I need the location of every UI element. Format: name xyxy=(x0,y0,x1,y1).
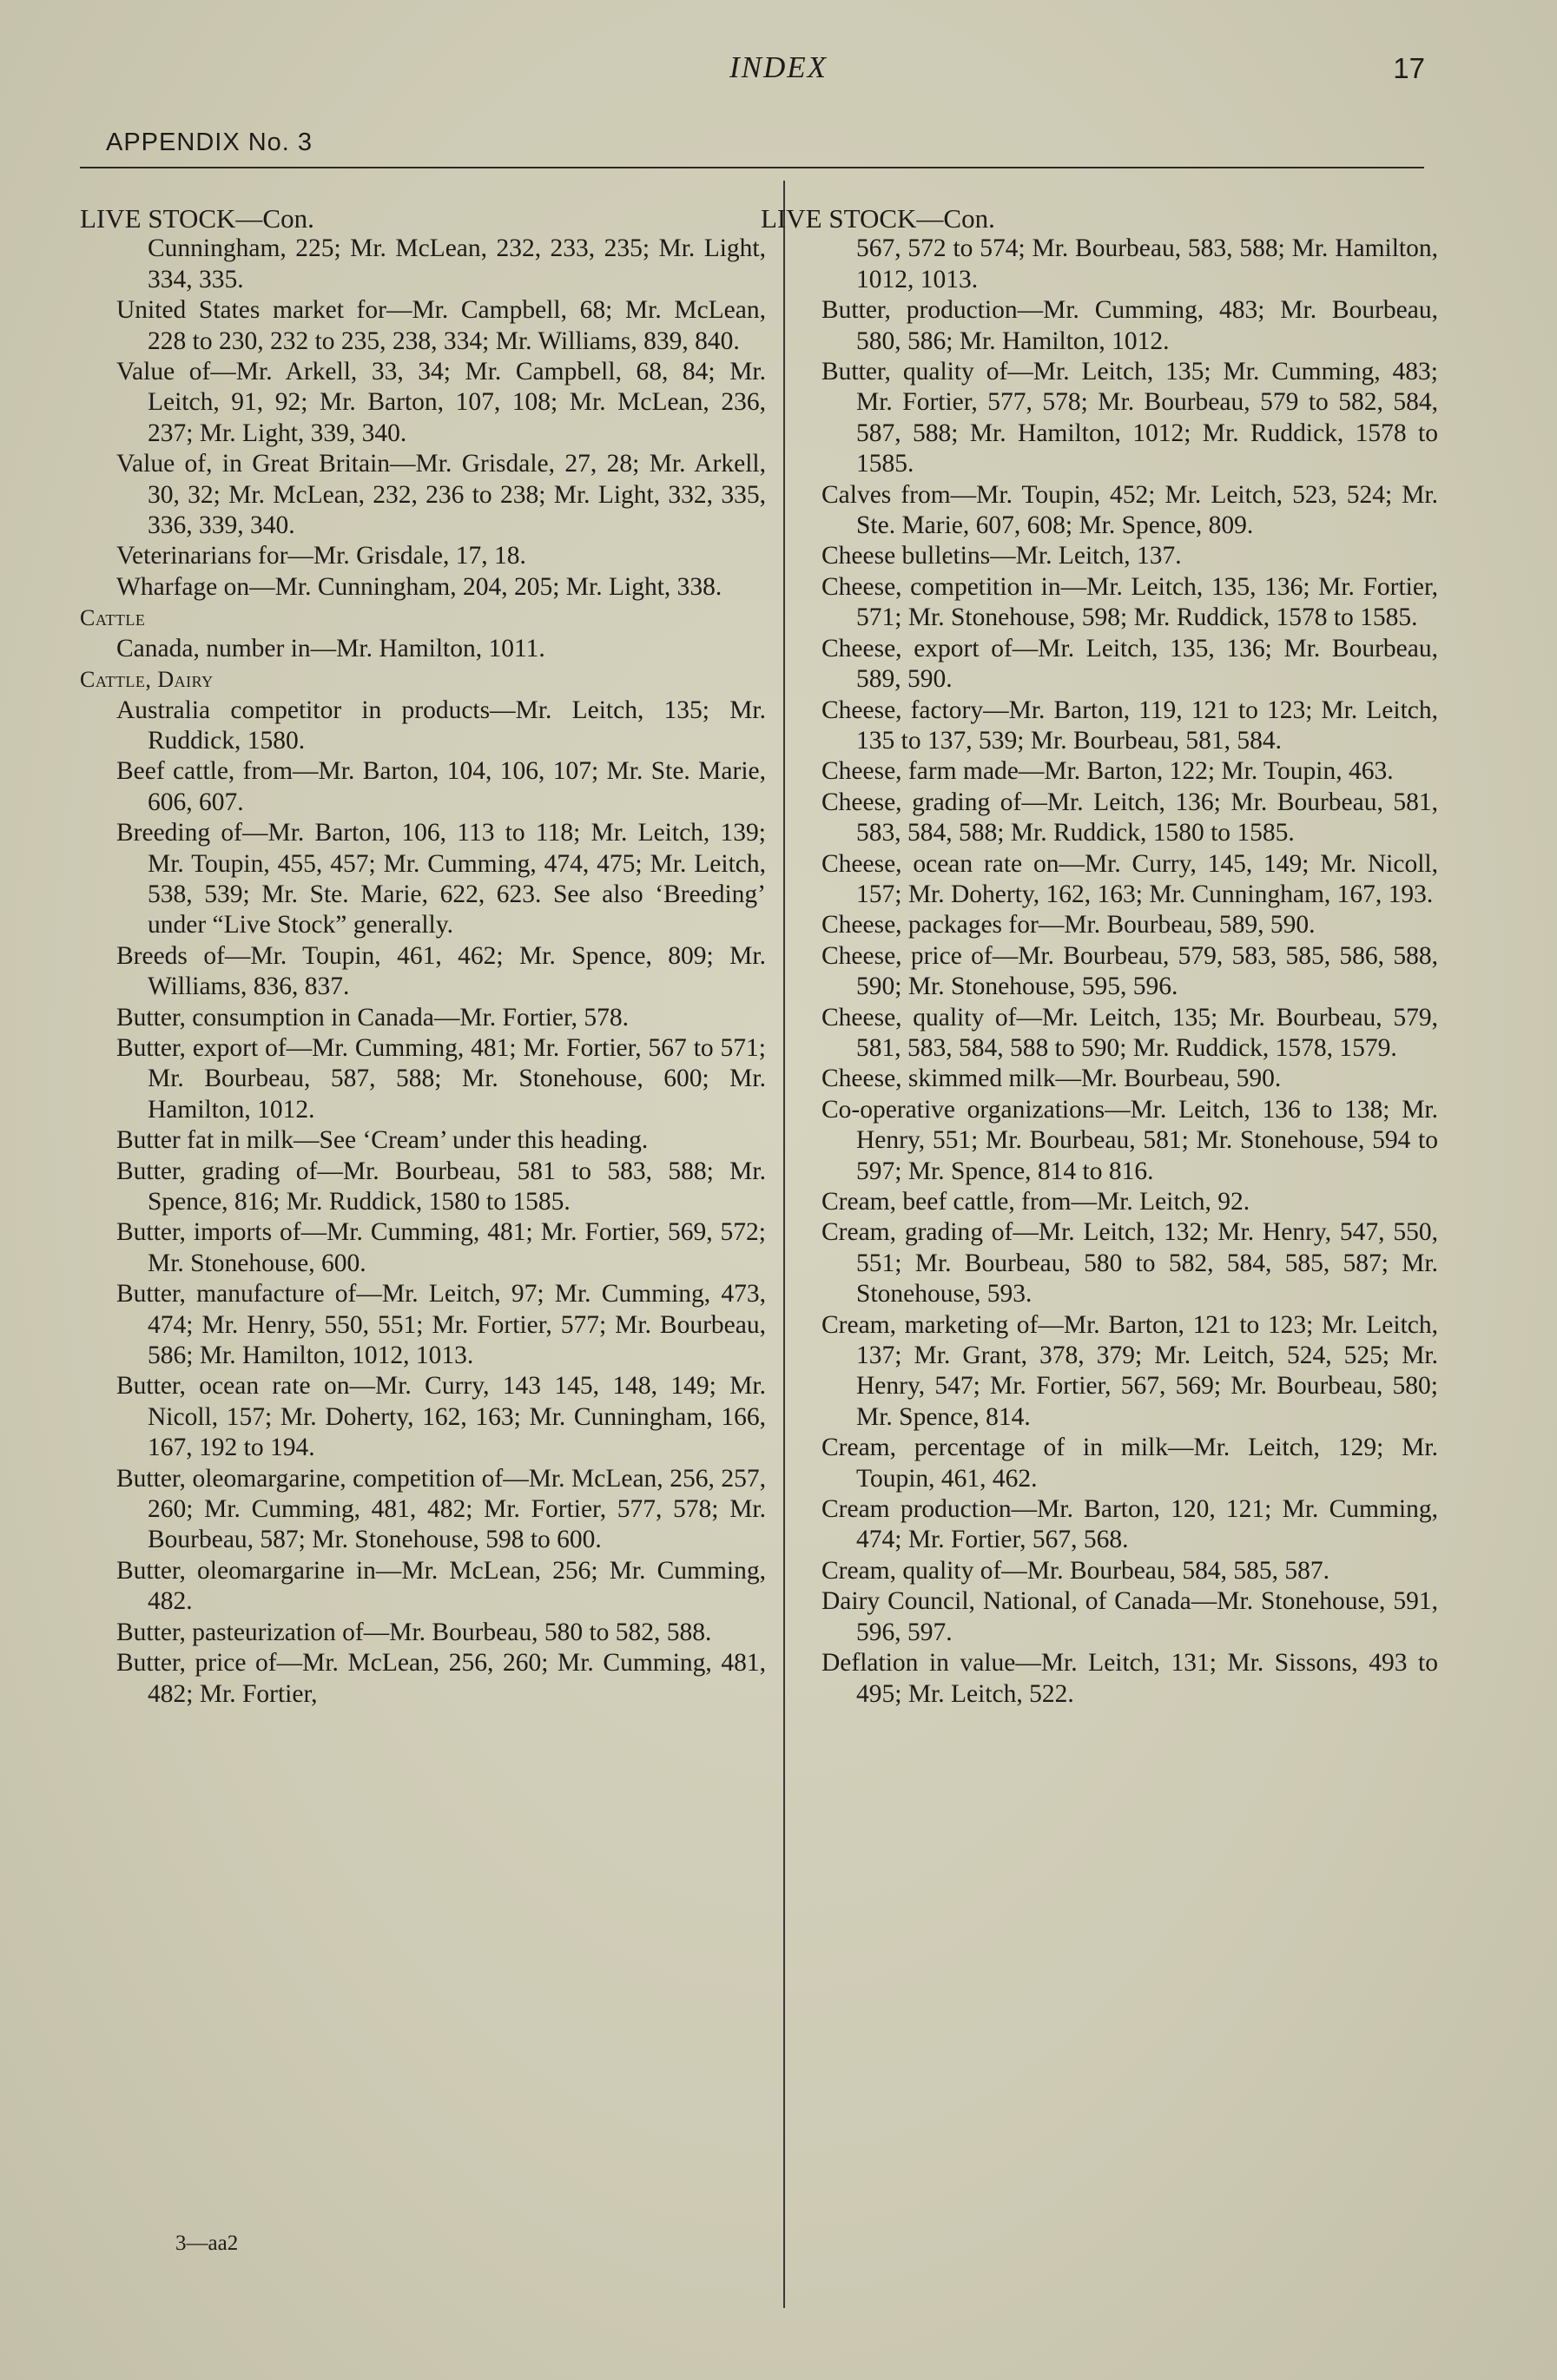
right-column xyxy=(761,203,1438,1710)
index-entry: Breeds of—Mr. Toupin, 461, 462; Mr. Spence, 809; Mr. Williams, 836, 837. xyxy=(116,941,766,1001)
index-entry: Butter, ocean rate on—Mr. Curry, 143 145, 148, 149; Mr. Nicoll, 157; Mr. Doherty, 162, 163; Mr. Cunningham, 166, 167, 192 to 194. xyxy=(116,1372,766,1462)
index-entry: Butter, price of—Mr. McLean, 256, 260; Mr. Cumming, 481, 482; Mr. Fortier, xyxy=(116,1649,766,1708)
appendix-label: APPENDIX No. 3 xyxy=(106,129,313,156)
index-entry: Cheese, packages for—Mr. Bourbeau, 589, 590. xyxy=(821,911,1316,939)
subsection-heading-cattle: Cattle xyxy=(80,605,146,631)
index-entry: Canada, number in—Mr. Hamilton, 1011. xyxy=(116,634,545,663)
index-entry: Butter, grading of—Mr. Bourbeau, 581 to 583, 588; Mr. Spence, 816; Mr. Ruddick, 1580 to 1585. xyxy=(116,1157,766,1216)
index-entry: Breeding of—Mr. Barton, 106, 113 to 118; Mr. Leitch, 139; Mr. Toupin, 455, 457; Mr. Cumming, 474, 475; Mr. Leitch, 538, 539; Mr. Ste. Marie, 622, 623. See also ‘Breeding’ under “Live Stock” generally. xyxy=(116,819,766,939)
index-entry: Butter, oleomargarine, competition of—Mr. McLean, 256, 257, 260; Mr. Cumming, 481, 482; Mr. Fortier, 577, 578; Mr. Bourbeau, 587; Mr. Stonehouse, 598 to 600. xyxy=(116,1464,766,1554)
page-number: 17 xyxy=(1393,52,1425,84)
subsection-heading-dairy: Cattle, Dairy xyxy=(80,667,214,693)
page-title: INDEX xyxy=(729,50,828,84)
index-entry: Cheese, farm made—Mr. Barton, 122; Mr. Toupin, 463. xyxy=(821,757,1394,786)
index-entry: Veterinarians for—Mr. Grisdale, 17, 18. xyxy=(116,542,526,570)
index-entry: Calves from—Mr. Toupin, 452; Mr. Leitch, 523, 524; Mr. Ste. Marie, 607, 608; Mr. Spence, 809. xyxy=(821,480,1438,540)
index-entry: Cheese, skimmed milk—Mr. Bourbeau, 590. xyxy=(821,1065,1282,1093)
entry-list xyxy=(761,295,1438,1710)
index-entry: Co-operative organizations—Mr. Leitch, 136 to 138; Mr. Henry, 551; Mr. Bourbeau, 581; Mr. Stonehouse, 594 to 597; Mr. Spence, 814 to 816. xyxy=(821,1095,1438,1185)
continuation-text: Cunningham, 225; Mr. McLean, 232, 233, 235; Mr. Light, 334, 335. xyxy=(148,234,766,293)
index-entry: Butter fat in milk—See ‘Cream’ under this heading. xyxy=(116,1126,649,1155)
index-entry: Cheese, factory—Mr. Barton, 119, 121 to 123; Mr. Leitch, 135 to 137, 539; Mr. Bourbeau, 581, 584. xyxy=(821,696,1438,755)
index-entry: Cream, percentage of in milk—Mr. Leitch, 129; Mr. Toupin, 461, 462. xyxy=(821,1434,1438,1493)
index-entry: Butter, oleomargarine in—Mr. McLean, 256; Mr. Cumming, 482. xyxy=(116,1556,766,1616)
index-entry: Cheese, ocean rate on—Mr. Curry, 145, 149; Mr. Nicoll, 157; Mr. Doherty, 162, 163; Mr. Cunningham, 167, 193. xyxy=(821,849,1438,908)
entry-list xyxy=(80,295,766,603)
index-entry: Cheese, export of—Mr. Leitch, 135, 136; Mr. Bourbeau, 589, 590. xyxy=(821,634,1438,694)
left-column xyxy=(80,203,766,1710)
index-entry: Cheese bulletins—Mr. Leitch, 137. xyxy=(821,542,1182,570)
index-entry: United States market for—Mr. Campbell, 68; Mr. McLean, 228 to 230, 232 to 235, 238, 334; Mr. Williams, 839, 840. xyxy=(116,296,766,355)
index-entry: Cream, grading of—Mr. Leitch, 132; Mr. Henry, 547, 550, 551; Mr. Bourbeau, 580 to 582, 584, 585, 587; Mr. Stonehouse, 593. xyxy=(821,1218,1438,1309)
index-entry: Butter, manufacture of—Mr. Leitch, 97; Mr. Cumming, 473, 474; Mr. Henry, 550, 551; Mr. Fortier, 577; Mr. Bourbeau, 586; Mr. Hamilton, 1012, 1013. xyxy=(116,1280,766,1370)
index-entry: Cream, marketing of—Mr. Barton, 121 to 123; Mr. Leitch, 137; Mr. Grant, 378, 379; Mr. Leitch, 524, 525; Mr. Henry, 547; Mr. Fortier, 567, 569; Mr. Bourbeau, 580; Mr. Spence, 814. xyxy=(821,1310,1438,1431)
index-entry: Cream, beef cattle, from—Mr. Leitch, 92. xyxy=(821,1188,1250,1216)
index-entry: Dairy Council, National, of Canada—Mr. Stonehouse, 591, 596, 597. xyxy=(821,1587,1438,1646)
index-entry: Butter, production—Mr. Cumming, 483; Mr. Bourbeau, 580, 586; Mr. Hamilton, 1012. xyxy=(821,296,1438,355)
entry-list xyxy=(80,634,766,664)
entry-list xyxy=(80,696,766,1710)
index-entry: Value of—Mr. Arkell, 33, 34; Mr. Campbell, 68, 84; Mr. Leitch, 91, 92; Mr. Barton, 107, 108; Mr. McLean, 236, 237; Mr. Light, 339, 340. xyxy=(116,358,766,447)
index-entry: Butter, export of—Mr. Cumming, 481; Mr. Fortier, 567 to 571; Mr. Bourbeau, 587, 588; Mr. Stonehouse, 600; Mr. Hamilton, 1012. xyxy=(116,1033,766,1124)
header-rule xyxy=(80,167,1424,168)
index-entry: Butter, quality of—Mr. Leitch, 135; Mr. Cumming, 483; Mr. Fortier, 577, 578; Mr. Bourbeau, 579 to 582, 584, 587, 588; Mr. Hamilton, 1012; Mr. Ruddick, 1578 to 1585. xyxy=(821,358,1438,478)
section-heading: LIVE STOCK—Con. xyxy=(761,203,995,234)
index-entry: Butter, consumption in Canada—Mr. Fortier, 578. xyxy=(116,1003,630,1032)
index-entry: Australia competitor in products—Mr. Leitch, 135; Mr. Ruddick, 1580. xyxy=(116,696,766,755)
index-entry: Value of, in Great Britain—Mr. Grisdale, 27, 28; Mr. Arkell, 30, 32; Mr. McLean, 232, 236 to 238; Mr. Light, 332, 335, 336, 339, 340. xyxy=(116,450,766,540)
index-entry: Cheese, price of—Mr. Bourbeau, 579, 583, 585, 586, 588, 590; Mr. Stonehouse, 595, 596. xyxy=(821,941,1438,1001)
printer-signature: 3—aa2 xyxy=(175,2232,239,2255)
index-entry: Wharfage on—Mr. Cunningham, 204, 205; Mr. Light, 338. xyxy=(116,572,722,601)
continuation-text: 567, 572 to 574; Mr. Bourbeau, 583, 588; Mr. Hamilton, 1012, 1013. xyxy=(856,234,1438,293)
index-entry: Cream, quality of—Mr. Bourbeau, 584, 585, 587. xyxy=(821,1556,1330,1585)
index-entry: Cheese, grading of—Mr. Leitch, 136; Mr. Bourbeau, 581, 583, 584, 588; Mr. Ruddick, 1580 to 1585. xyxy=(821,788,1438,847)
index-entry: Cream production—Mr. Barton, 120, 121; Mr. Cumming, 474; Mr. Fortier, 567, 568. xyxy=(821,1495,1438,1554)
index-entry: Butter, imports of—Mr. Cumming, 481; Mr. Fortier, 569, 572; Mr. Stonehouse, 600. xyxy=(116,1218,766,1277)
index-entry: Cheese, competition in—Mr. Leitch, 135, 136; Mr. Fortier, 571; Mr. Stonehouse, 598; Mr. Ruddick, 1578 to 1585. xyxy=(821,572,1438,632)
index-entry: Beef cattle, from—Mr. Barton, 104, 106, 107; Mr. Ste. Marie, 606, 607. xyxy=(116,757,766,816)
index-entry: Cheese, quality of—Mr. Leitch, 135; Mr. Bourbeau, 579, 581, 583, 584, 588 to 590; Mr. Ruddick, 1578, 1579. xyxy=(821,1003,1438,1062)
index-entry: Butter, pasteurization of—Mr. Bourbeau, 580 to 582, 588. xyxy=(116,1618,712,1646)
section-heading: LIVE STOCK—Con. xyxy=(80,203,314,234)
index-entry: Deflation in value—Mr. Leitch, 131; Mr. Sissons, 493 to 495; Mr. Leitch, 522. xyxy=(821,1649,1438,1708)
